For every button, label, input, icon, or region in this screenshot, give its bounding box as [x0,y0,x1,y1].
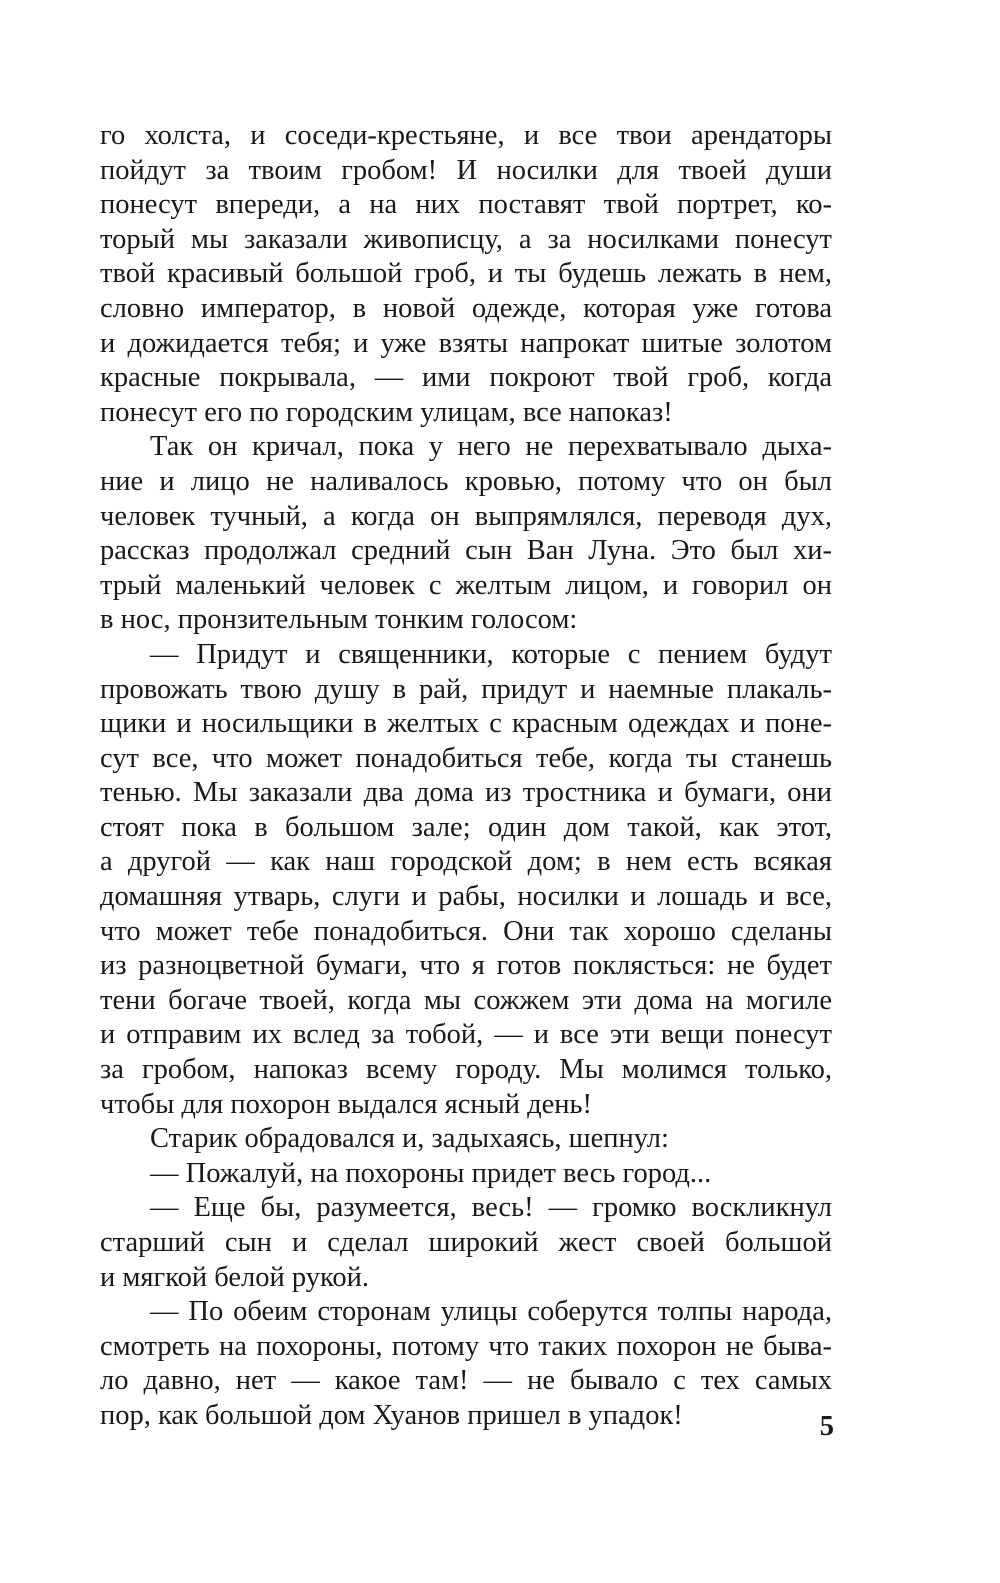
text-line: Так он кричал, пока у него не перехватывало дыха- [150,431,832,463]
text-line: из разноцветной бумаги, что я готов поклясться: не будет [100,950,832,982]
text-line: и дожидается тебя; и уже взяты напрокат шитые золотом [100,327,832,359]
text-line: что может тебе понадобиться. Они так хорошо сделаны [100,915,832,947]
text-line: понесут впереди, а на них поставят твой портрет, ко- [100,189,832,221]
text-line: пойдут за твоим гробом! И носилки для твоей души [100,154,832,186]
text-line: чтобы для похорон выдался ясный день! [100,1088,593,1120]
text-line: и отправим их вслед за тобой, — и все эти вещи понесут [100,1019,832,1051]
text-line: а другой — как наш городской дом; в нем есть всякая [100,846,832,878]
text-line: — Пожалуй, на похороны придет весь город... [150,1157,712,1189]
text-line: в нос, пронзительным тонким голосом: [100,604,578,636]
text-line: торый мы заказали живописцу, а за носилками понесут [100,223,832,255]
text-line: сут все, что может понадобиться тебе, когда ты станешь [100,742,832,774]
text-line: — Еще бы, разумеется, весь! — громко воскликнул [150,1192,832,1224]
text-line: го холста, и соседи-крестьяне, и все твои арендаторы [100,120,832,151]
text-line: щики и носильщики в желтых с красным одеждах и поне- [100,708,832,740]
text-line: — Придут и священники, которые с пением будут [150,638,832,670]
text-line: словно император, в новой одежде, которая уже готова [100,292,832,324]
text-line: смотреть на похороны, потому что таких похорон не быва- [100,1330,832,1362]
text-line: и мягкой белой рукой. [100,1261,370,1293]
text-line: твой красивый большой гроб, и ты будешь лежать в нем, [100,258,832,290]
text-line: красные покрывала, — ими покроют твой гроб, когда [100,362,832,394]
text-line: за гробом, напоказ всему городу. Мы молимся только, [100,1054,832,1086]
text-line: пор, как большой дом Хуанов пришел в упадок! [100,1399,683,1431]
body-text [100,119,832,1434]
text-line: человек тучный, а когда он выпрямлялся, переводя дух, [100,500,832,532]
text-line: тени богаче твоей, когда мы сожжем эти дома на могиле [100,984,832,1016]
text-line: тенью. Мы заказали два дома из тростника и бумаги, они [100,777,832,809]
text-line: старший сын и сделал широкий жест своей большой [100,1227,832,1258]
page-number: 5 [819,1411,834,1442]
text-line: рассказ продолжал средний сын Ван Луна. Это был хи- [100,535,832,567]
text-line: ние и лицо не наливалось кровью, потому что он был [100,465,832,497]
text-line: трый маленький человек с желтым лицом, и говорил он [100,569,832,601]
text-line: — По обеим сторонам улицы соберутся толпы народа, [150,1296,832,1328]
text-line: понесут его по городским улицам, все напоказ! [100,396,673,428]
text-line: домашняя утварь, слуги и рабы, носилки и лошадь и все, [100,881,832,913]
text-line: стоят пока в большом зале; один дом такой, как этот, [100,811,832,843]
text-line: ло давно, нет — какое там! — не бывало с тех самых [100,1365,832,1397]
text-line: Старик обрадовался и, задыхаясь, шепнул: [150,1123,669,1155]
text-line: провожать твою душу в рай, придут и наемные плакаль- [100,673,832,705]
